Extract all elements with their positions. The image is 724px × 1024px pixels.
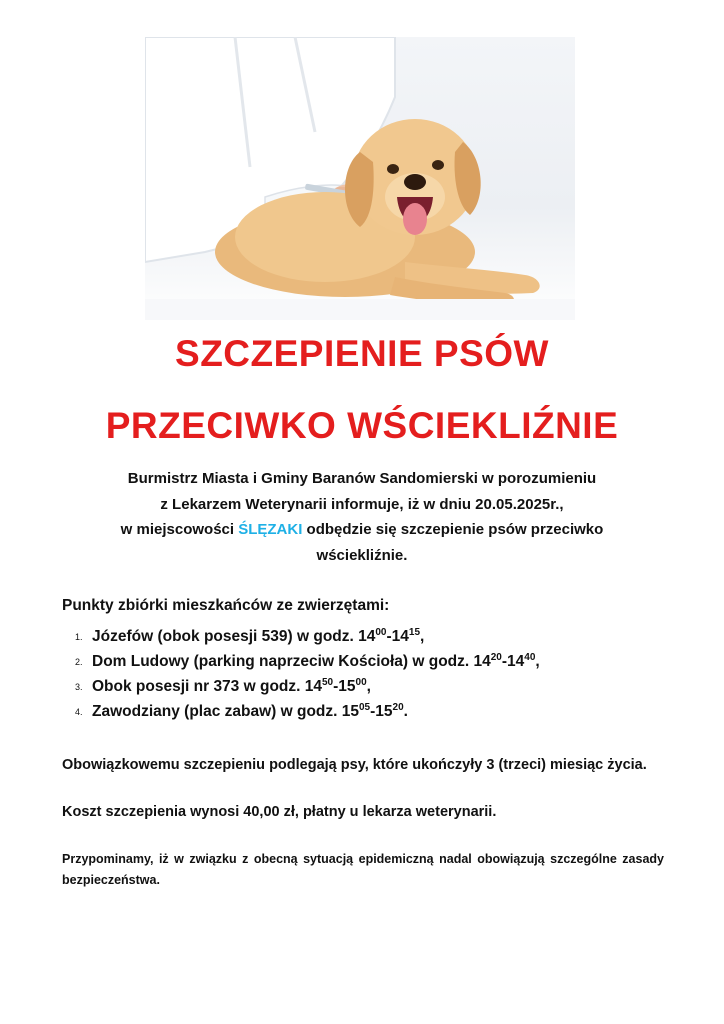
point-text: Obok posesji nr 373 w godz. 14 [92, 678, 322, 695]
time-end-minutes: 15 [408, 627, 421, 638]
list-number: 4. [75, 707, 83, 717]
title-line-2: PRZECIWKO WŚCIEKLIŹNIE [105, 405, 619, 446]
time-end-minutes: 40 [524, 652, 536, 663]
punctuation: , [535, 653, 540, 670]
list-number: 1. [75, 632, 83, 642]
time-end-hour: -15 [333, 678, 356, 695]
time-end-minutes: 20 [392, 702, 404, 713]
intro-line-4: wściekliźnie. [316, 546, 408, 564]
puppy-illustration [145, 37, 575, 320]
list-item [62, 624, 682, 649]
time-start-minutes: 50 [321, 677, 334, 688]
intro-line-2: z Lekarzem Weterynarii informuje, iż w dniu 20.05.2025r., [160, 495, 564, 513]
list-item [62, 674, 682, 699]
point-text: Józefów (obok posesji 539) w godz. 14 [92, 628, 376, 645]
time-end-minutes: 00 [355, 677, 367, 688]
puppy-vaccination-photo [145, 37, 575, 320]
obligation-paragraph: Obowiązkowemu szczepieniu podlegają psy, które ukończyły 3 (trzeci) miesiąc życia. [62, 757, 647, 773]
punctuation: . [403, 703, 408, 720]
time-end-hour: -14 [501, 653, 525, 670]
collection-points-heading: Punkty zbiórki mieszkańców ze zwierzętami: [62, 597, 390, 614]
time-start-minutes: 05 [359, 702, 371, 713]
intro-paragraph [70, 466, 654, 568]
time-end-hour: -14 [386, 628, 409, 645]
list-number: 2. [75, 657, 83, 667]
intro-line-1: Burmistrz Miasta i Gminy Baranów Sandomierski w porozumieniu [127, 470, 597, 487]
list-number: 3. [75, 682, 83, 692]
intro-line-3-after: odbędzie się szczepienie psów przeciwko [302, 521, 604, 538]
time-end-hour: -15 [370, 703, 393, 720]
punctuation: , [420, 628, 425, 645]
intro-line-3-before: w miejscowości [120, 521, 239, 538]
list-item [62, 649, 682, 674]
cost-paragraph: Koszt szczepienia wynosi 40,00 zł, płatny u lekarza weterynarii. [62, 804, 497, 820]
time-start-minutes: 00 [375, 627, 387, 638]
point-text: Dom Ludowy (parking naprzeciw Kościoła) w godz. 14 [92, 653, 491, 670]
collection-points-list [62, 624, 682, 724]
punctuation: , [366, 678, 371, 695]
village-name: ŚLĘZAKI [238, 521, 303, 538]
title-line-1: SZCZEPIENIE PSÓW [175, 333, 549, 374]
point-text: Zawodziany (plac zabaw) w godz. 15 [92, 703, 359, 720]
reminder-paragraph: Przypominamy, iż w związku z obecną sytuacją epidemiczną nadal obowiązują szczególne zasady bezpieczeństwa. [62, 852, 664, 887]
time-start-minutes: 20 [490, 652, 502, 663]
list-item [62, 699, 682, 724]
